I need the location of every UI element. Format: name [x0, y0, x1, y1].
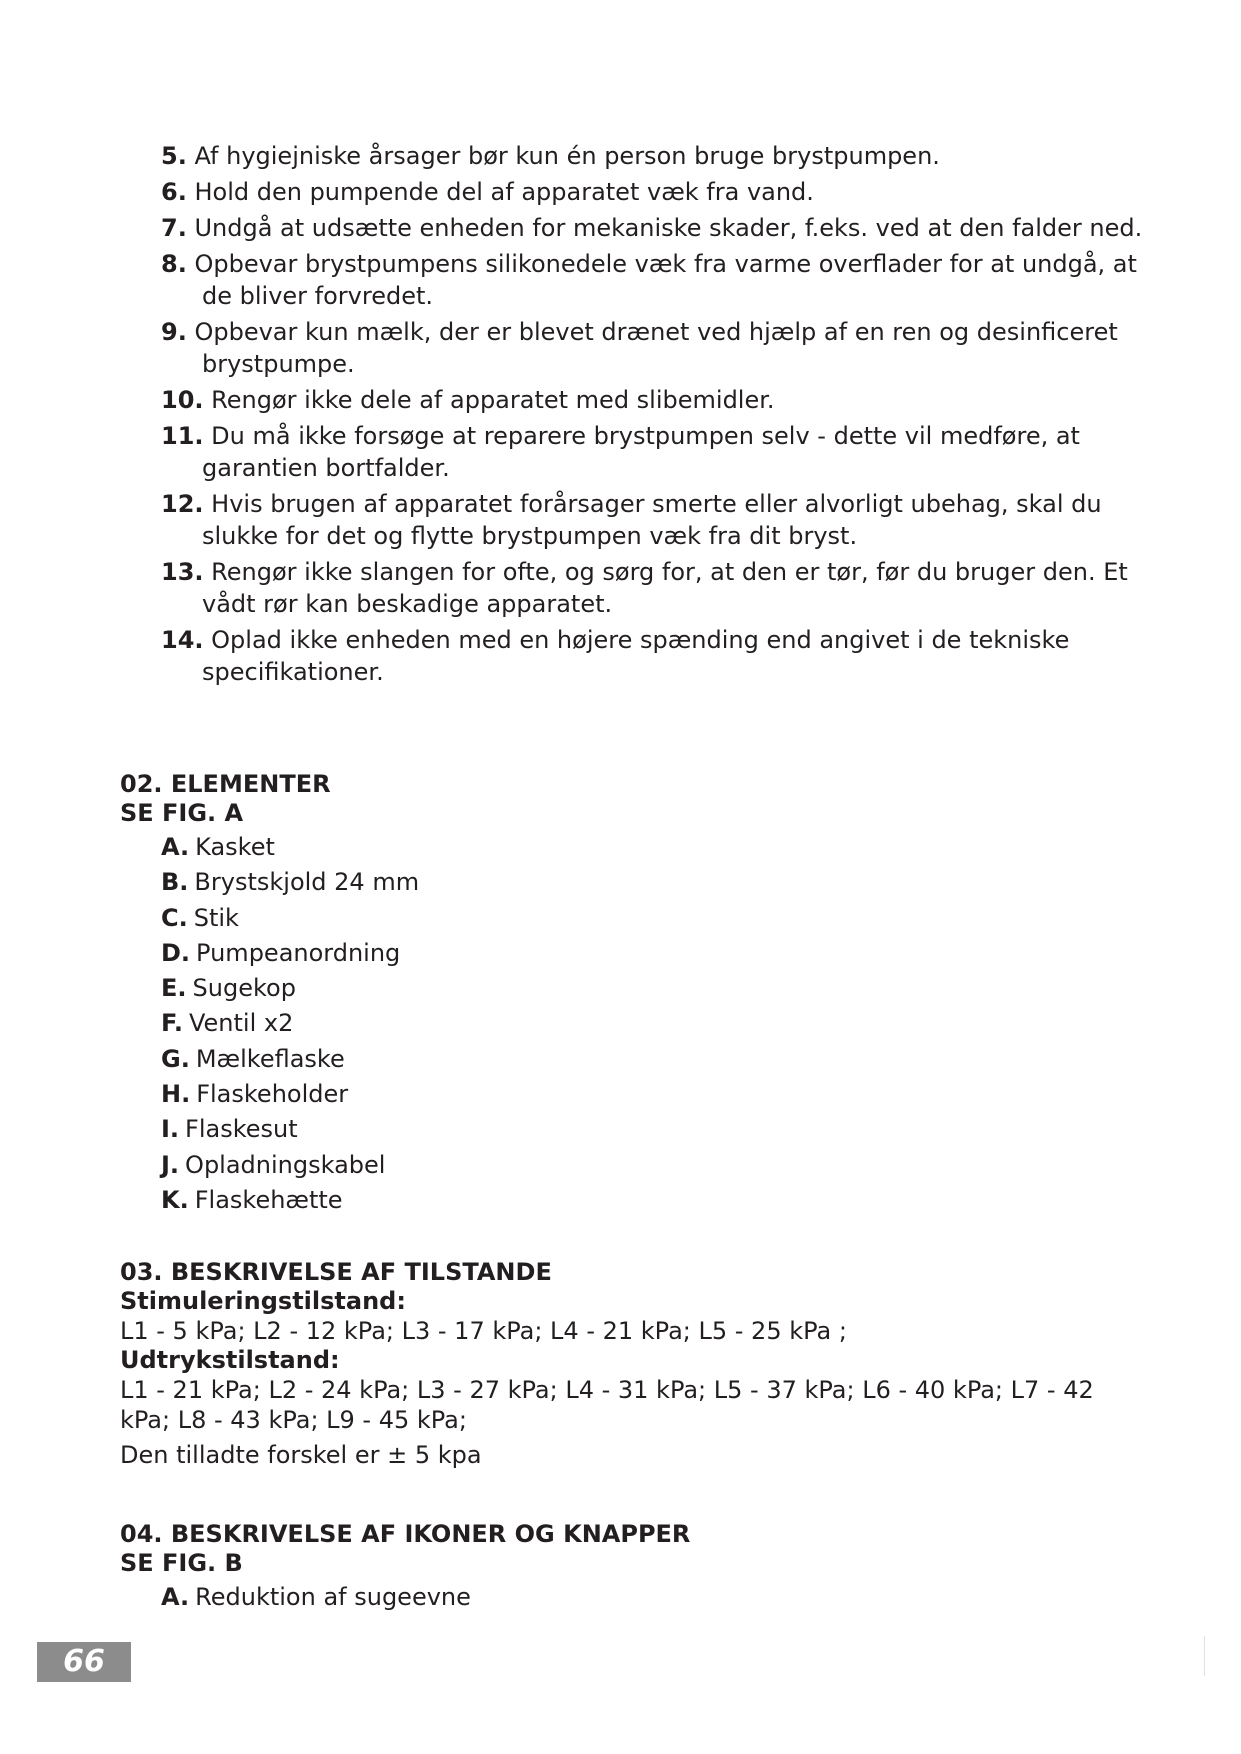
list-item: [161, 1042, 1120, 1077]
expression-mode-values: L1 - 21 kPa; L2 - 24 kPa; L3 - 27 kPa; L4 - 31 kPa; L5 - 37 kPa; L6 - 40 kPa; L7 - 42 kPa; L8 - 43 kPa; L9 - 45 kPa;: [120, 1376, 1094, 1434]
list-item: [161, 1077, 1120, 1112]
list-item: [161, 1148, 1120, 1183]
item-text: Flaskesut: [185, 1115, 298, 1144]
item-text: Flaskeholder: [196, 1080, 349, 1109]
item-number: 10.: [161, 386, 204, 414]
item-letter: J.: [161, 1150, 180, 1179]
list-item: [161, 971, 1120, 1006]
item-text: Oplad ikke enheden med en højere spænding end angivet i de tekniske specifikationer.: [202, 626, 1070, 686]
list-item: [161, 556, 1151, 620]
icons-list: [161, 1580, 1120, 1615]
list-item: [161, 384, 1151, 416]
item-text: Af hygiejniske årsager bør kun én person bruge brystpumpen.: [194, 142, 940, 170]
item-text: Opladningskabel: [185, 1150, 386, 1179]
list-item: [161, 624, 1151, 688]
item-letter: K.: [161, 1185, 189, 1214]
item-number: 13.: [161, 558, 204, 586]
item-text: Kasket: [195, 833, 275, 861]
list-item: [161, 176, 1151, 208]
list-item: [161, 936, 1120, 971]
item-text: Ventil x2: [188, 1009, 294, 1038]
expression-mode-title: Udtrykstilstand:: [120, 1346, 340, 1374]
item-text: Undgå at udsætte enheden for mekaniske skader, f.eks. ved at den falder ned.: [194, 214, 1143, 242]
list-item: [161, 212, 1151, 244]
item-text: Opbevar kun mælk, der er blevet drænet ved hjælp af en ren og desinficeret brystpumpe.: [194, 318, 1118, 378]
item-letter: E.: [161, 974, 187, 1003]
item-number: 14.: [161, 626, 204, 654]
item-number: 8.: [161, 250, 187, 278]
item-text: Hvis brugen af apparatet forårsager smerte eller alvorligt ubehag, skal du slukke for det og flytte brystpumpen væk fra dit bryst.: [202, 490, 1102, 550]
page-edge-divider: [1204, 1636, 1205, 1676]
list-item: [161, 1006, 1120, 1041]
section-title: 04. BESKRIVELSE AF IKONER OG KNAPPER: [120, 1520, 691, 1548]
item-letter: H.: [161, 1080, 191, 1109]
list-item: [161, 1112, 1120, 1147]
item-text: Flaskehætte: [194, 1185, 343, 1214]
list-item: [161, 1183, 1120, 1218]
item-number: 6.: [161, 178, 187, 206]
item-letter: A.: [161, 833, 190, 861]
list-item: [161, 1580, 1120, 1615]
item-text: Mælkeflaske: [195, 1044, 345, 1073]
item-text: Reduktion af sugeevne: [195, 1583, 471, 1611]
list-item: [161, 901, 1120, 936]
list-item: [161, 488, 1151, 552]
item-number: 9.: [161, 318, 187, 346]
list-item: [161, 140, 1151, 172]
list-item: [161, 248, 1151, 312]
item-text: Rengør ikke dele af apparatet med slibemidler.: [211, 386, 775, 414]
modes-section: [120, 1258, 1120, 1470]
list-item: [161, 316, 1151, 380]
safety-instructions-list: [161, 140, 1151, 692]
item-text: Rengør ikke slangen for ofte, og sørg for, at den er tør, før du bruger den. Et vådt rør kan beskadige apparatet.: [202, 558, 1128, 618]
section-subtitle: SE FIG. B: [120, 1549, 243, 1577]
elements-list: [161, 830, 1120, 1218]
item-letter: A.: [161, 1583, 190, 1611]
section-subtitle: SE FIG. A: [120, 799, 244, 827]
section-title: 02. ELEMENTER: [120, 770, 331, 798]
item-text: Opbevar brystpumpens silikonedele væk fra varme overflader for at undgå, at de bliver forvredet.: [194, 250, 1137, 310]
item-number: 11.: [161, 422, 204, 450]
item-letter: D.: [161, 938, 191, 967]
list-item: [161, 830, 1120, 865]
item-number: 7.: [161, 214, 187, 242]
item-letter: I.: [161, 1115, 180, 1144]
item-text: Hold den pumpende del af apparatet væk fra vand.: [194, 178, 814, 206]
tolerance-note: Den tilladte forskel er ± 5 kpa: [120, 1441, 482, 1469]
list-item: [161, 420, 1151, 484]
item-letter: G.: [161, 1044, 190, 1073]
item-letter: F.: [161, 1009, 183, 1038]
elements-section: [120, 770, 1120, 1218]
section-title: 03. BESKRIVELSE AF TILSTANDE: [120, 1258, 552, 1286]
item-text: Pumpeanordning: [196, 938, 401, 967]
page-number: 66: [37, 1642, 131, 1682]
item-text: Sugekop: [192, 974, 296, 1003]
item-number: 5.: [161, 142, 187, 170]
list-item: [161, 865, 1120, 900]
icons-buttons-section: [120, 1520, 1120, 1615]
item-text: Du må ikke forsøge at reparere brystpumpen selv - dette vil medføre, at garantien bortfalder.: [202, 422, 1080, 482]
item-number: 12.: [161, 490, 204, 518]
item-letter: C.: [161, 903, 188, 932]
stimulation-mode-values: L1 - 5 kPa; L2 - 12 kPa; L3 - 17 kPa; L4 - 21 kPa; L5 - 25 kPa ;: [120, 1317, 847, 1345]
item-letter: B.: [161, 868, 189, 897]
item-text: Brystskjold 24 mm: [194, 868, 420, 897]
item-text: Stik: [193, 903, 239, 932]
stimulation-mode-title: Stimuleringstilstand:: [120, 1287, 406, 1315]
